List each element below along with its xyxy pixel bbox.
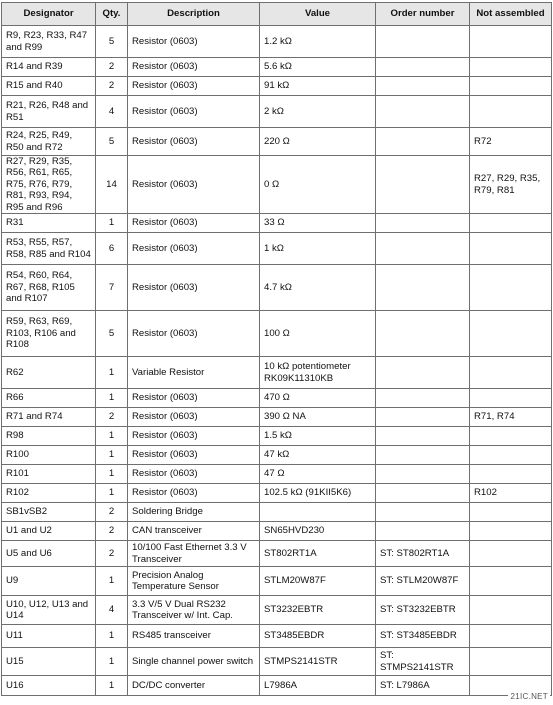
table-row [2, 567, 552, 596]
table-row [2, 128, 552, 156]
table-row [2, 233, 552, 265]
cell-value: ST3485EBDR [260, 625, 376, 648]
cell-designator: R9, R23, R33, R47 and R99 [2, 26, 96, 58]
header-qty: Qty. [96, 3, 128, 26]
cell-designator: R98 [2, 427, 96, 446]
cell-value: 100 Ω [260, 311, 376, 357]
cell-order-number [376, 357, 470, 389]
cell-order-number [376, 58, 470, 77]
cell-designator: U10, U12, U13 and U14 [2, 596, 96, 625]
cell-description: 10/100 Fast Ethernet 3.3 V Transceiver [128, 541, 260, 567]
cell-description: Resistor (0603) [128, 128, 260, 156]
header-description: Description [128, 3, 260, 26]
cell-description: Resistor (0603) [128, 265, 260, 311]
header-value: Value [260, 3, 376, 26]
cell-description: Resistor (0603) [128, 96, 260, 128]
cell-qty: 1 [96, 484, 128, 503]
cell-value: 220 Ω [260, 128, 376, 156]
cell-not-assembled [470, 596, 552, 625]
cell-value: 102.5 kΩ (91KII5K6) [260, 484, 376, 503]
cell-not-assembled [470, 58, 552, 77]
cell-designator: U1 and U2 [2, 522, 96, 541]
cell-not-assembled [470, 311, 552, 357]
cell-value: 1.5 kΩ [260, 427, 376, 446]
cell-not-assembled: R72 [470, 128, 552, 156]
cell-description: Resistor (0603) [128, 58, 260, 77]
cell-designator: R66 [2, 389, 96, 408]
cell-not-assembled [470, 427, 552, 446]
cell-designator: R31 [2, 214, 96, 233]
cell-description: CAN transceiver [128, 522, 260, 541]
cell-value: 33 Ω [260, 214, 376, 233]
cell-qty: 4 [96, 96, 128, 128]
table-row [2, 541, 552, 567]
cell-value: ST802RT1A [260, 541, 376, 567]
cell-qty: 1 [96, 625, 128, 648]
cell-not-assembled [470, 265, 552, 311]
table-row [2, 77, 552, 96]
table-row [2, 596, 552, 625]
cell-value: STLM20W87F [260, 567, 376, 596]
cell-description: Resistor (0603) [128, 446, 260, 465]
table-row [2, 625, 552, 648]
header-row [2, 3, 552, 26]
cell-not-assembled [470, 522, 552, 541]
cell-qty: 2 [96, 522, 128, 541]
table-row [2, 648, 552, 676]
cell-order-number [376, 522, 470, 541]
cell-description: Resistor (0603) [128, 408, 260, 427]
table-row [2, 427, 552, 446]
cell-description: Resistor (0603) [128, 484, 260, 503]
cell-qty: 5 [96, 26, 128, 58]
cell-qty: 1 [96, 648, 128, 676]
cell-designator: R71 and R74 [2, 408, 96, 427]
cell-value: SN65HVD230 [260, 522, 376, 541]
cell-order-number: ST: STMPS2141STR [376, 648, 470, 676]
cell-order-number [376, 77, 470, 96]
table-row [2, 156, 552, 214]
cell-value: 47 Ω [260, 465, 376, 484]
table-row [2, 408, 552, 427]
cell-qty: 2 [96, 77, 128, 96]
cell-description: Resistor (0603) [128, 465, 260, 484]
cell-not-assembled [470, 389, 552, 408]
cell-description: Resistor (0603) [128, 77, 260, 96]
header-not-assembled: Not assembled [470, 3, 552, 26]
cell-not-assembled [470, 96, 552, 128]
header-order-number: Order number [376, 3, 470, 26]
cell-description: 3.3 V/5 V Dual RS232 Transceiver w/ Int. Cap. [128, 596, 260, 625]
cell-description: Resistor (0603) [128, 311, 260, 357]
cell-value: 2 kΩ [260, 96, 376, 128]
cell-order-number [376, 233, 470, 265]
cell-not-assembled [470, 26, 552, 58]
cell-designator: R15 and R40 [2, 77, 96, 96]
cell-description: DC/DC converter [128, 676, 260, 696]
cell-description: Precision Analog Temperature Sensor [128, 567, 260, 596]
table-row [2, 446, 552, 465]
header-designator: Designator [2, 3, 96, 26]
cell-qty: 1 [96, 465, 128, 484]
cell-designator: R24, R25, R49, R50 and R72 [2, 128, 96, 156]
cell-designator: R62 [2, 357, 96, 389]
cell-not-assembled: R102 [470, 484, 552, 503]
cell-not-assembled [470, 214, 552, 233]
cell-description: Resistor (0603) [128, 389, 260, 408]
cell-not-assembled: R71, R74 [470, 408, 552, 427]
cell-qty: 1 [96, 427, 128, 446]
cell-value: 390 Ω NA [260, 408, 376, 427]
table-row [2, 214, 552, 233]
cell-qty: 1 [96, 446, 128, 465]
cell-order-number [376, 156, 470, 214]
cell-not-assembled [470, 625, 552, 648]
cell-order-number [376, 484, 470, 503]
cell-designator: U16 [2, 676, 96, 696]
cell-order-number [376, 214, 470, 233]
cell-order-number: ST: L7986A [376, 676, 470, 696]
cell-designator: R27, R29, R35, R56, R61, R65, R75, R76, R79, R81, R93, R94, R95 and R96 [2, 156, 96, 214]
cell-order-number [376, 389, 470, 408]
cell-qty: 5 [96, 311, 128, 357]
cell-qty: 2 [96, 58, 128, 77]
cell-order-number [376, 265, 470, 311]
cell-designator: U15 [2, 648, 96, 676]
cell-order-number: ST: STLM20W87F [376, 567, 470, 596]
cell-qty: 4 [96, 596, 128, 625]
table-row [2, 58, 552, 77]
cell-designator: U5 and U6 [2, 541, 96, 567]
cell-value: L7986A [260, 676, 376, 696]
cell-designator: R53, R55, R57, R58, R85 and R104 [2, 233, 96, 265]
watermark: 21IC.NET [510, 692, 548, 701]
cell-not-assembled [470, 357, 552, 389]
cell-value [260, 503, 376, 522]
cell-order-number [376, 26, 470, 58]
cell-qty: 2 [96, 541, 128, 567]
cell-designator: R21, R26, R48 and R51 [2, 96, 96, 128]
table-row [2, 265, 552, 311]
cell-order-number [376, 427, 470, 446]
cell-designator: R54, R60, R64, R67, R68, R105 and R107 [2, 265, 96, 311]
cell-order-number [376, 446, 470, 465]
table-row [2, 465, 552, 484]
cell-not-assembled [470, 648, 552, 676]
cell-designator: SB1vSB2 [2, 503, 96, 522]
cell-description: Resistor (0603) [128, 26, 260, 58]
cell-order-number [376, 96, 470, 128]
cell-description: Resistor (0603) [128, 214, 260, 233]
cell-qty: 2 [96, 408, 128, 427]
cell-order-number: ST: ST3232EBTR [376, 596, 470, 625]
cell-order-number [376, 465, 470, 484]
cell-designator: R14 and R39 [2, 58, 96, 77]
cell-qty: 6 [96, 233, 128, 265]
cell-value: 1 kΩ [260, 233, 376, 265]
cell-value: 5.6 kΩ [260, 58, 376, 77]
cell-description: Single channel power switch [128, 648, 260, 676]
cell-value: 0 Ω [260, 156, 376, 214]
cell-designator: U9 [2, 567, 96, 596]
cell-qty: 1 [96, 676, 128, 696]
cell-value: ST3232EBTR [260, 596, 376, 625]
cell-not-assembled [470, 233, 552, 265]
cell-not-assembled [470, 446, 552, 465]
table-row [2, 96, 552, 128]
cell-description: Resistor (0603) [128, 156, 260, 214]
cell-value: 4.7 kΩ [260, 265, 376, 311]
cell-qty: 14 [96, 156, 128, 214]
cell-value: STMPS2141STR [260, 648, 376, 676]
cell-not-assembled: R27, R29, R35, R79, R81 [470, 156, 552, 214]
bom-table [1, 2, 552, 696]
table-row [2, 357, 552, 389]
table-row [2, 389, 552, 408]
cell-value: 47 kΩ [260, 446, 376, 465]
table-row [2, 311, 552, 357]
table-row [2, 503, 552, 522]
cell-order-number [376, 503, 470, 522]
table-row [2, 676, 552, 696]
cell-not-assembled [470, 567, 552, 596]
cell-not-assembled [470, 465, 552, 484]
cell-designator: R59, R63, R69, R103, R106 and R108 [2, 311, 96, 357]
cell-description: Soldering Bridge [128, 503, 260, 522]
cell-qty: 1 [96, 357, 128, 389]
cell-order-number: ST: ST802RT1A [376, 541, 470, 567]
cell-designator: R101 [2, 465, 96, 484]
cell-order-number [376, 408, 470, 427]
table-row [2, 484, 552, 503]
cell-description: Variable Resistor [128, 357, 260, 389]
table-row [2, 26, 552, 58]
cell-description: Resistor (0603) [128, 233, 260, 265]
cell-qty: 1 [96, 389, 128, 408]
cell-designator: R102 [2, 484, 96, 503]
cell-not-assembled [470, 503, 552, 522]
cell-qty: 5 [96, 128, 128, 156]
cell-order-number [376, 128, 470, 156]
cell-value: 10 kΩ potentiometer RK09K11310KB [260, 357, 376, 389]
cell-designator: R100 [2, 446, 96, 465]
cell-order-number: ST: ST3485EBDR [376, 625, 470, 648]
cell-order-number [376, 311, 470, 357]
cell-qty: 7 [96, 265, 128, 311]
cell-not-assembled [470, 541, 552, 567]
cell-qty: 1 [96, 567, 128, 596]
cell-qty: 1 [96, 214, 128, 233]
cell-designator: U11 [2, 625, 96, 648]
cell-qty: 2 [96, 503, 128, 522]
cell-value: 470 Ω [260, 389, 376, 408]
cell-value: 91 kΩ [260, 77, 376, 96]
cell-value: 1.2 kΩ [260, 26, 376, 58]
cell-description: Resistor (0603) [128, 427, 260, 446]
cell-not-assembled [470, 77, 552, 96]
table-row [2, 522, 552, 541]
cell-description: RS485 transceiver [128, 625, 260, 648]
